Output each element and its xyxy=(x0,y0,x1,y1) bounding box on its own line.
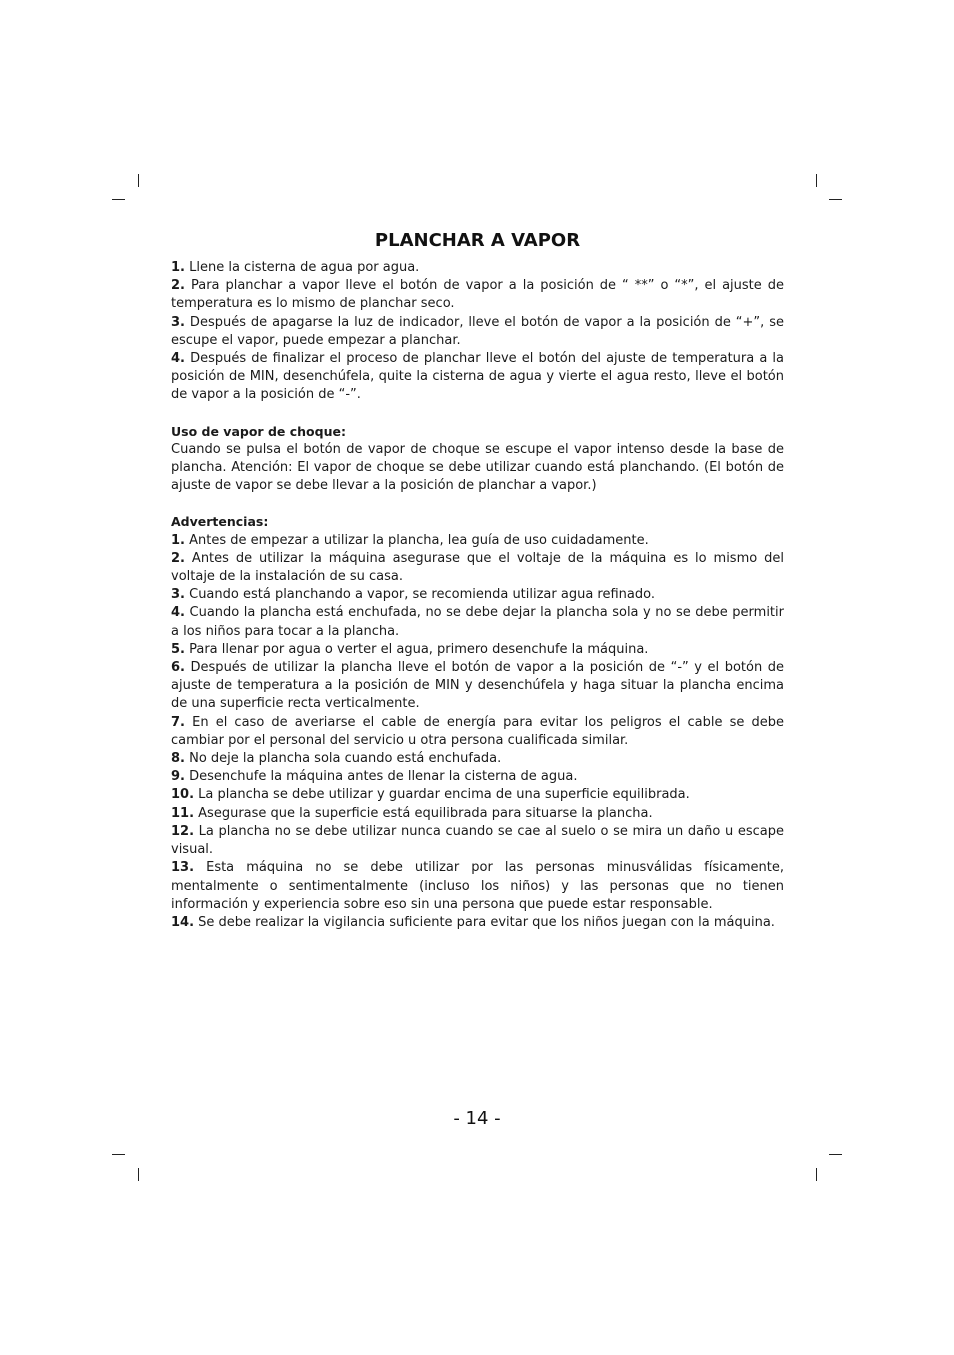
warning-item: 3. Cuando está planchando a vapor, se recomienda utilizar agua refinado. xyxy=(171,587,655,603)
crop-mark-bottom-right-vertical xyxy=(816,1168,817,1181)
page-number: - 14 - xyxy=(453,1108,501,1129)
section-heading: Advertencias: xyxy=(171,514,269,530)
warning-item: 11. Asegurase que la superficie está equilibrada para situarse la plancha. xyxy=(171,805,653,821)
warning-item: 9. Desenchufe la máquina antes de llenar la cisterna de agua. xyxy=(171,769,578,785)
section-heading: Uso de vapor de choque: xyxy=(171,423,346,439)
step-item: 3. Después de apagarse la luz de indicador, lleve el botón de vapor a la posición de “+”, se escupe el vapor, puede empezar a planchar. xyxy=(171,314,784,348)
shock-steam-section xyxy=(171,423,784,496)
crop-mark-bottom-left-horizontal xyxy=(112,1154,125,1155)
warning-item: 12. La plancha no se debe utilizar nunca cuando se cae al suelo o se mira un daño u escape visual. xyxy=(171,823,784,858)
warning-item: 2. Antes de utilizar la máquina asegurase que el voltaje de la máquina es lo mismo del voltaje de la instalación de su casa. xyxy=(171,550,784,585)
page-content xyxy=(171,230,784,932)
warning-item: 5. Para llenar por agua o verter el agua, primero desenchufe la máquina. xyxy=(171,641,649,657)
steam-ironing-steps xyxy=(171,259,784,405)
warning-item: 4. Cuando la plancha está enchufada, no se debe dejar la plancha sola y no se debe permitir a los niños para tocar a la plancha. xyxy=(171,605,784,639)
section-text: Cuando se pulsa el botón de vapor de choque se escupe el vapor intenso desde la base de plancha. Atención: El vapor de choque se debe utilizar cuando está planchando. (El botón de ajuste de vapor se debe llevar a la posición de planchar a vapor.) xyxy=(171,441,784,494)
step-item: 2. Para planchar a vapor lleve el botón de vapor a la posición de “ **” o “*”, el ajuste de temperatura es lo mismo de planchar seco. xyxy=(171,278,784,312)
crop-mark-bottom-right-horizontal xyxy=(829,1154,842,1155)
crop-mark-top-right-horizontal xyxy=(829,199,842,200)
warning-item: 6. Después de utilizar la plancha lleve el botón de vapor a la posición de “-” y el botón de ajuste de temperatura a la posición de MIN y desenchúfela y haga situar la plancha encima de una superficie recta verticalmente. xyxy=(171,660,784,712)
step-item: 1. Llene la cisterna de agua por agua. xyxy=(171,260,420,275)
warning-item: 1. Antes de empezar a utilizar la plancha, lea guía de uso cuidadamente. xyxy=(171,532,649,548)
warning-item: 8. No deje la plancha sola cuando está enchufada. xyxy=(171,751,502,767)
crop-mark-bottom-left-vertical xyxy=(138,1168,139,1181)
crop-mark-top-left-vertical xyxy=(138,174,139,187)
warnings-section xyxy=(171,513,784,932)
crop-mark-top-left-horizontal xyxy=(112,199,125,200)
warning-item: 14. Se debe realizar la vigilancia suficiente para evitar que los niños juegan con la máquina. xyxy=(171,914,775,930)
warning-item: 13. Esta máquina no se debe utilizar por las personas minusválidas físicamente, mentalmente o sentimentalmente (incluso los niños) y las personas que no tienen información y experiencia sobre eso sin una persona que puede estar responsable. xyxy=(171,860,784,912)
warning-item: 7. En el caso de averiarse el cable de energía para evitar los peligros el cable se debe cambiar por el personal del servicio u otra persona cualificada similar. xyxy=(171,714,784,748)
page-title: PLANCHAR A VAPOR xyxy=(374,230,581,251)
step-item: 4. Después de finalizar el proceso de planchar lleve el botón del ajuste de temperatura a la posición de MIN, desenchúfela, quite la cisterna de agua y vierte el agua resto, lleve el botón de vapor a la posición de “-”. xyxy=(171,351,784,403)
warning-item: 10. La plancha se debe utilizar y guardar encima de una superficie equilibrada. xyxy=(171,787,690,803)
crop-mark-top-right-vertical xyxy=(816,174,817,187)
